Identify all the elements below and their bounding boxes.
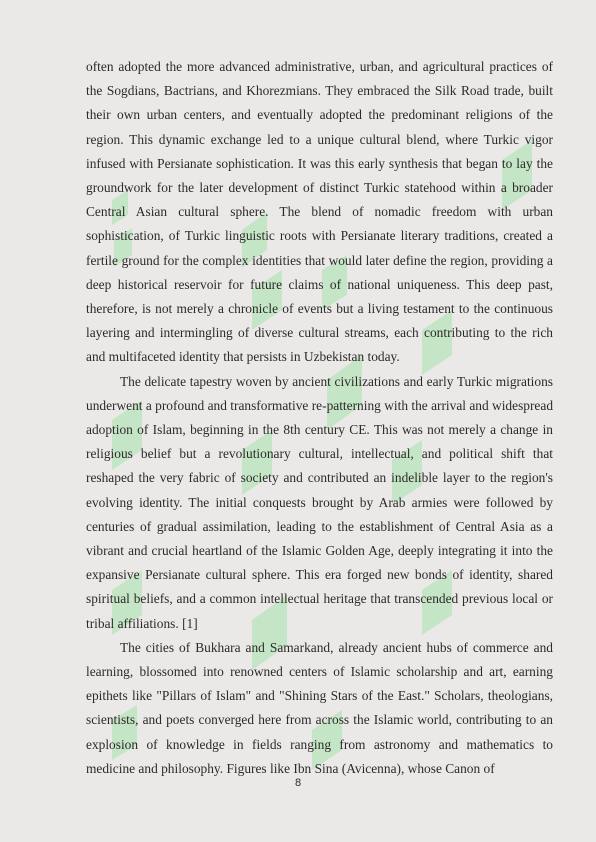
- page-number: 8: [294, 777, 302, 789]
- paragraph-1: often adopted the more advanced administrative, urban, and agricultural practices of the Sogdians, Bactrians, and Khorezmians. They embraced the Silk Road trade, built their own urban centers, and eventually adopted the predominant religions of the region. This dynamic exchange led to a unique cultural blend, where Turkic vigor infused with Persianate sophistication. It was this early synthesis that began to lay the groundwork for the later development of distinct Turkic statehood within a broader Central Asian cultural sphere. The blend of nomadic freedom with urban sophistication, of Turkic linguistic roots with Persianate literary traditions, created a fertile ground for the complex identities that would later define the region, providing a deep historical reservoir for future claims of national uniqueness. This deep past, therefore, is not merely a chronicle of events but a living testament to the continuous layering and intermingling of diverse cultural streams, each contributing to the rich and multifaceted identity that persists in Uzbekistan today.: [86, 59, 553, 365]
- body-text: [86, 55, 553, 781]
- paragraph-3: The cities of Bukhara and Samarkand, already ancient hubs of commerce and learning, blossomed into renowned centers of Islamic scholarship and art, earning epithets like "Pillars of Islam" and "Shining Stars of the East." Scholars, theologians, scientists, and poets converged here from across the Islamic world, contributing to an explosion of knowledge in fields ranging from astronomy and mathematics to medicine and philosophy. Figures like Ibn Sina (Avicenna), whose Canon of: [86, 639, 553, 776]
- paragraph-2: The delicate tapestry woven by ancient civilizations and early Turkic migrations underwent a profound and transformative re-patterning with the arrival and widespread adoption of Islam, beginning in the 8th century CE. This was not merely a change in religious belief but a revolutionary cultural, intellectual, and political shift that reshaped the very fabric of society and contributed an indelible layer to the region's evolving identity. The initial conquests brought by Arab armies were followed by centuries of gradual assimilation, leading to the establishment of Central Asia as a vibrant and crucial heartland of the Islamic Golden Age, deeply integrating it into the expansive Persianate cultural sphere. This era forged new bonds of identity, shared spiritual beliefs, and a common intellectual heritage that transcended previous local or tribal affiliations. [1]: [86, 373, 554, 631]
